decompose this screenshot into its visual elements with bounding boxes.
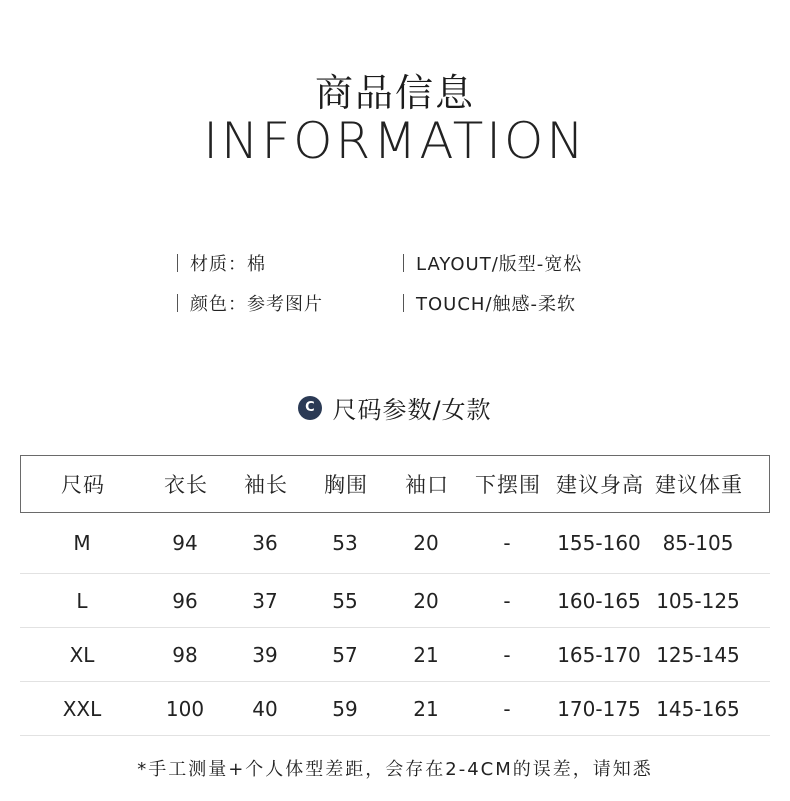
table-cell: 170-175 [557,696,641,721]
table-cell: 155-160 [557,531,641,555]
table-cell: XL [69,642,95,667]
size-table [20,455,770,736]
table-cell: 96 [172,588,198,613]
page-title-en: INFORMATION [203,112,587,170]
table-cell: - [503,642,511,667]
table-cell: 94 [172,531,198,555]
table-cell: 57 [332,642,358,667]
measurement-note: *手工测量+个人体型差距，会存在2-4CM的误差，请知悉 [137,759,653,780]
table-cell: - [503,588,511,613]
header-cell: 胸围 [324,473,368,497]
attribute-layout [403,250,582,276]
table-cell: 39 [252,642,278,667]
size-section-title: 尺码参数/女款 [332,396,492,424]
header-cell: 袖口 [405,473,449,497]
table-cell: 20 [413,588,439,613]
attribute-layout-text: LAYOUT/版型-宽松 [416,254,583,275]
table-cell: 37 [252,588,278,613]
divider-bar [403,294,404,312]
table-cell: L [76,588,88,613]
attribute-color [177,290,323,316]
divider-bar [177,294,178,312]
table-cell: 98 [172,642,198,667]
table-row [20,513,770,574]
attribute-touch [403,290,576,316]
table-cell: 55 [332,588,358,613]
header-cell: 衣长 [164,473,208,497]
attribute-color-text: 颜色：参考图片 [190,294,323,315]
table-cell: 21 [413,642,439,667]
header-cell: 尺码 [61,473,105,497]
table-cell: 105-125 [656,588,740,613]
table-row [20,574,770,628]
table-cell: 59 [332,696,358,721]
table-cell: 125-145 [656,642,740,667]
table-cell: - [503,696,511,721]
table-cell: - [503,531,511,555]
header-cell: 下摆围 [475,473,541,497]
divider-bar [177,254,178,272]
section-badge-icon: C [298,396,322,420]
table-cell: 53 [332,531,358,555]
table-cell: 85-105 [662,531,734,555]
table-cell: 165-170 [557,642,641,667]
size-table-header [20,455,770,513]
table-cell: 21 [413,696,439,721]
page-title-cn: 商品信息 [314,71,475,115]
attribute-material-text: 材质：棉 [190,254,266,275]
table-cell: XXL [62,696,102,721]
table-cell: 160-165 [557,588,641,613]
table-cell: M [73,531,91,555]
table-cell: 36 [252,531,278,555]
table-cell: 20 [413,531,439,555]
table-cell: 145-165 [656,696,740,721]
table-cell: 100 [165,696,205,721]
table-row [20,682,770,736]
attribute-touch-text: TOUCH/触感-柔软 [416,294,577,315]
header-cell: 建议身高 [556,473,644,497]
size-section-heading [0,390,790,425]
table-cell: 40 [252,696,278,721]
header-cell: 建议体重 [655,473,743,497]
divider-bar [403,254,404,272]
header-cell: 袖长 [244,473,288,497]
attribute-material [177,250,266,276]
table-row [20,628,770,682]
